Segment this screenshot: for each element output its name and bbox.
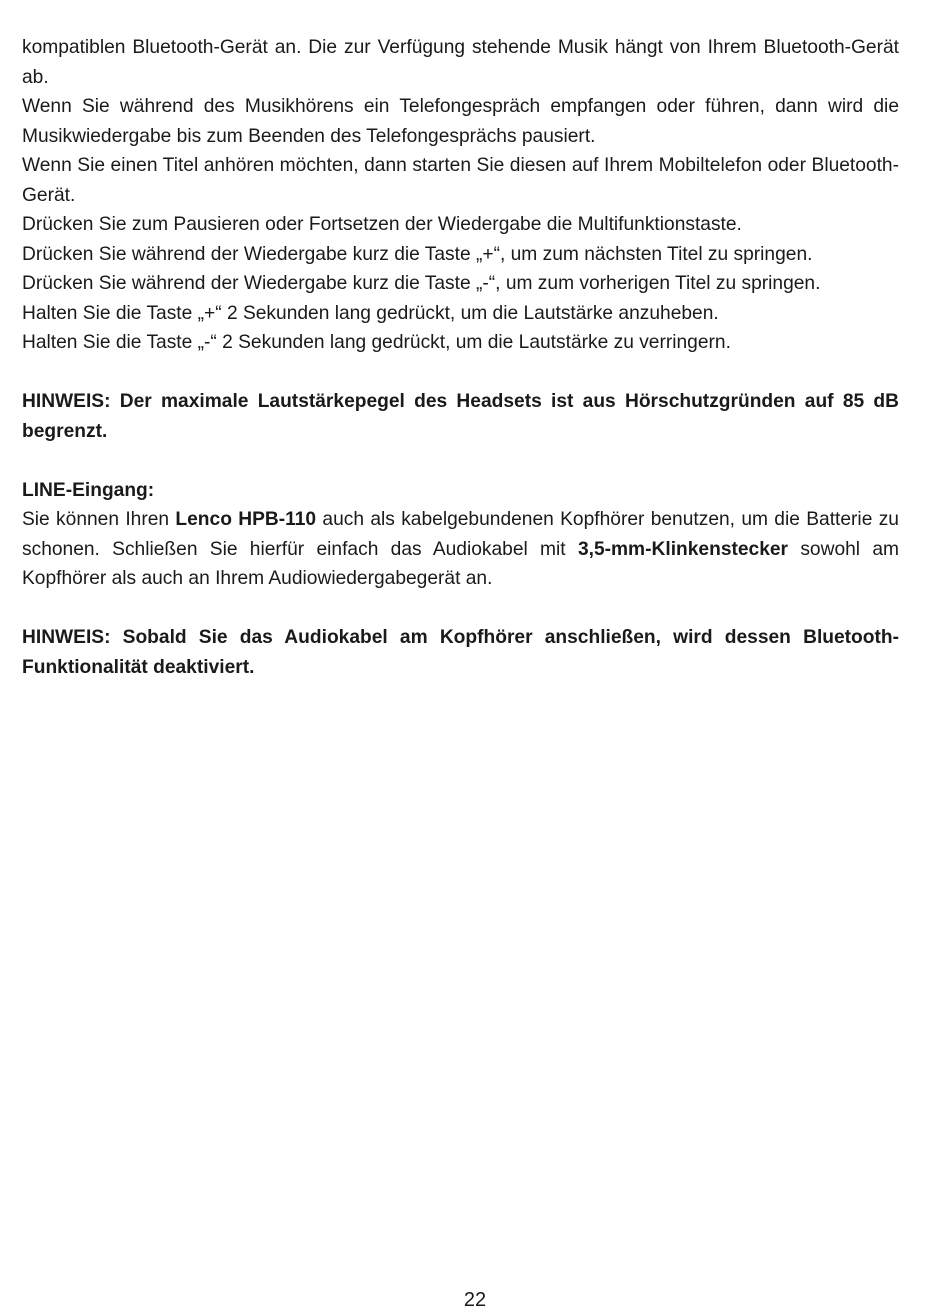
line-in-text-1: Sie können Ihren xyxy=(22,509,176,530)
paragraph-previous-track: Drücken Sie während der Wiedergabe kurz die Taste „-“, um zum vorherigen Titel zu springen. xyxy=(22,273,821,294)
line-in-text-3: sowohl am Kopfhörer als auch an Ihrem Audiowiedergabegerät an. xyxy=(22,538,899,589)
section-heading-line-in: LINE-Eingang: xyxy=(22,479,155,501)
paragraph-bluetooth-music-source: kompatiblen Bluetooth-Gerät an. Die zur Verfügung stehende Musik hängt von Ihrem Bluetooth-Gerät ab. xyxy=(22,37,899,88)
spacer xyxy=(22,358,899,388)
product-name: Lenco HPB-110 xyxy=(175,509,317,530)
spacer xyxy=(22,594,899,624)
paragraph-volume-up: Halten Sie die Taste „+“ 2 Sekunden lang gedrückt, um die Lautstärke anzuheben. xyxy=(22,302,719,324)
page-content xyxy=(22,33,899,682)
paragraph-phone-call-pause: Wenn Sie während des Musikhörens ein Telefongespräch empfangen oder führen, dann wird die Musikwiedergabe bis zum Beenden des Telefongesprächs pausiert. xyxy=(22,96,899,147)
spacer xyxy=(22,446,899,476)
note-bluetooth-deactivated: HINWEIS: Sobald Sie das Audiokabel am Kopfhörer anschließen, wird dessen Bluetooth-Funktionalität deaktiviert. xyxy=(22,627,899,678)
paragraph-start-title: Wenn Sie einen Titel anhören möchten, dann starten Sie diesen auf Ihrem Mobiltelefon oder Bluetooth-Gerät. xyxy=(22,155,899,206)
page-number: 22 xyxy=(463,1289,487,1311)
paragraph-play-pause: Drücken Sie zum Pausieren oder Fortsetzen der Wiedergabe die Multifunktionstaste. xyxy=(22,214,742,235)
paragraph-next-track: Drücken Sie während der Wiedergabe kurz die Taste „+“, um zum nächsten Titel zu springen. xyxy=(22,243,813,265)
paragraph-line-in xyxy=(22,505,899,594)
note-volume-limit: HINWEIS: Der maximale Lautstärkepegel des Headsets ist aus Hörschutzgründen auf 85 dB begrenzt. xyxy=(22,391,899,442)
connector-name: 3,5-mm-Klinkenstecker xyxy=(577,538,789,560)
paragraph-volume-down: Halten Sie die Taste „-“ 2 Sekunden lang gedrückt, um die Lautstärke zu verringern. xyxy=(22,332,731,353)
line-in-text-2: auch als kabelgebundenen Kopfhörer benutzen, um die Batterie zu schonen. Schließen Sie hierfür einfach das Audiokabel mit xyxy=(22,509,899,560)
